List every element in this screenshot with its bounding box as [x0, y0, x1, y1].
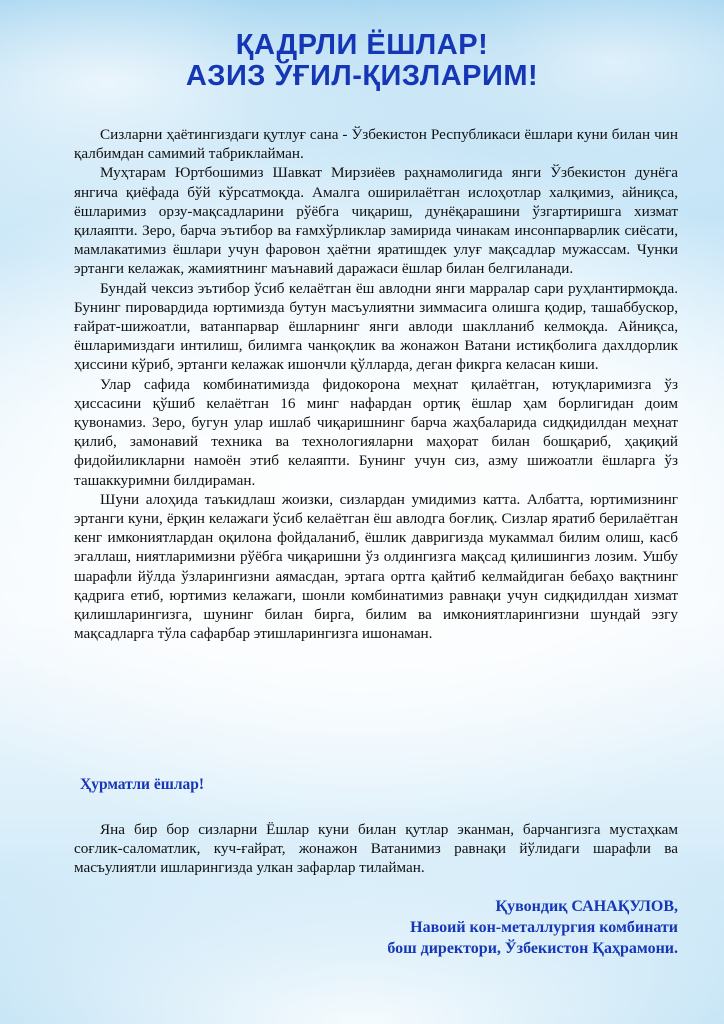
- signature-name: Қувондиқ САНАҚУЛОВ,: [495, 898, 678, 915]
- closing-paragraph: [74, 820, 678, 878]
- title-line-1: ҚАДРЛИ ЁШЛАР!: [235, 29, 489, 61]
- paragraph-1: Сизларни ҳаётингиздаги қутлуғ сана - Ўзбекистон Республикаси ёшлари куни билан чин қалбимдан самимий табриклайман.: [74, 126, 678, 163]
- page-title: [0, 30, 724, 92]
- signature-block: [387, 896, 678, 959]
- closing-text: Яна бир бор сизларни Ёшлар куни билан қутлар эканман, барчангизга мустаҳкам соғлик-саломатлик, куч-ғайрат, жонажон Ватанимиз равнақи йўлидаги шарафли ва масъулиятли ишларингизда улкан зафарлар тилайман.: [74, 821, 678, 877]
- letter-body: [74, 125, 678, 643]
- salutation: Ҳурматли ёшлар!: [80, 776, 205, 793]
- signature-organization: Навоий кон-металлургия комбинати: [410, 919, 678, 936]
- signature-position: бош директори, Ўзбекистон Қаҳрамони.: [387, 940, 678, 957]
- paragraph-5: Шуни алоҳида таъкидлаш жоизки, сизлардан умидимиз катта. Албатта, юртимизнинг эртанги куни, ёрқин келажаги ўсиб келаётган ёш авлодга боғлиқ. Сизлар яратиб берилаётган кенг имкониятлардан оқилона фойдаланиб, ёшлик давригизда мукаммал билим олиш, касб эгаллаш, ниятларимизни рўёбга чиқаришни ўз олдингизга мақсад қилишингиз лозим. Ушбу шарафли йўлда ўзларингизни аямасдан, эртага ортга қайтиб келмайдиган бебаҳо вақтнинг қадрига етиб, юртимиз келажаги, шонли комбинатимиз равнақи учун сидқидилдан хизмат қилишларингизга, шунинг билан бирга, билим ва имкониятларингизни шундай эзгу мақсадларга тўла сафарбар этишларингизга ишонаман.: [74, 490, 678, 643]
- paragraph-4: Улар сафида комбинатимизда фидокорона меҳнат қилаётган, ютуқларимизга ўз ҳиссасини қўшиб келаётган 16 минг нафардан ортиқ ёшлар ҳам борлигидан доим қувонамиз. Зеро, бугун улар ишлаб чиқаришнинг барча жаҳбаларида сидқидилдан меҳнат қилиб, замонавий техника ва технологияларни маҳорат билан бошқариб, ҳақиқий фидойиликларни намоён этиб келаяпти. Бунинг учун сиз, азму шижоатли ёшларга ўз ташаккуримни билдираман.: [74, 375, 678, 489]
- title-line-2: АЗИЗ ЎҒИЛ-ҚИЗЛАРИМ!: [185, 60, 539, 92]
- paragraph-2: Муҳтарам Юртбошимиз Шавкат Мирзиёев раҳнамолигида янги Ўзбекистон дунёга янгича қиёфада бўй кўрсатмоқда. Амалга оширилаётган ислоҳотлар халқимиз, айниқса, ёшларимиз орзу-мақсадларини рўёбга чиқариш, дунёқарашини ўзгартиришга хизмат қилаяпти. Зеро, барча эътибор ва ғамхўрликлар замирида чинакам инсонпарварлик сиёсати, мамлакатимиз ёшлари учун фаровон ҳаётни яратишдек улуғ мақсадлар мужассам. Чунки эртанги келажак, жамиятнинг маънавий даражаси ёшлар билан белгиланади.: [74, 164, 678, 278]
- paragraph-3: Бундай чексиз эътибор ўсиб келаётган ёш авлодни янги марралар сари руҳлантирмоқда. Бунинг пировардида юртимизда бутун масъулиятни зиммасига олишга қодир, ташаббускор, ғайрат-шижоатли, ватанпарвар ёшларнинг янги авлоди шаклланиб келмоқда. Айниқса, ёшларимиздаги интилиш, билимга чанқоқлик ва жонажон Ватани истиқболига дахлдорлик ҳиссини кўриб, эртанги келажак ишончли қўлларда, деган фикрга келасан киши.: [74, 279, 678, 374]
